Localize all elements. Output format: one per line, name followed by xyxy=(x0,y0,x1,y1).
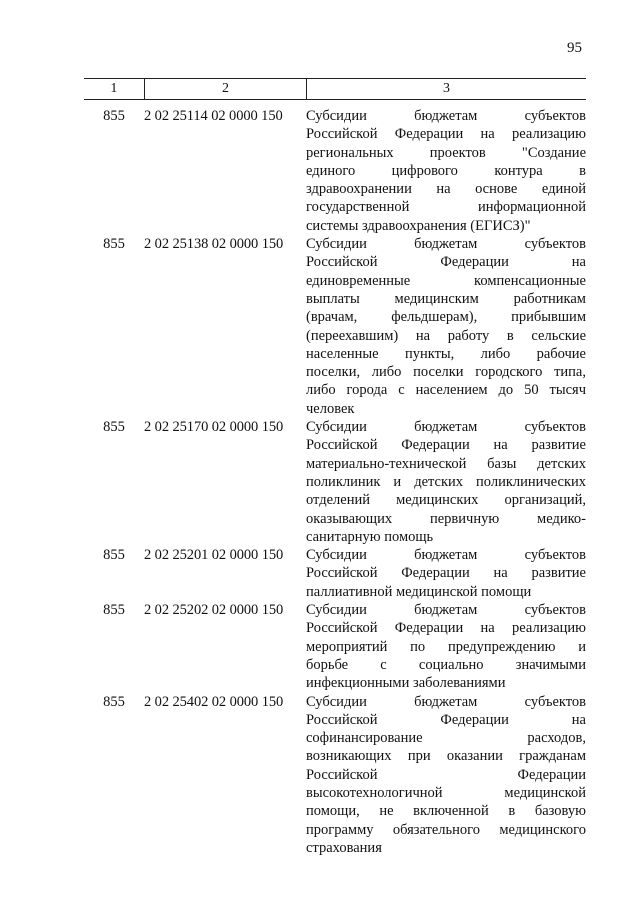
admin-code-cell: 855 xyxy=(103,602,125,619)
description-line: (врачам, фельдшерам), прибывшим xyxy=(306,309,586,326)
table-row xyxy=(84,107,586,235)
budget-code-cell: 2 02 25402 02 0000 150 xyxy=(144,693,284,710)
description-line: (переехавшим) на работу в сельские xyxy=(306,327,586,344)
table-row xyxy=(84,601,586,692)
description-line: системы здравоохранения (ЕГИСЗ)" xyxy=(306,217,531,234)
description-line: единого цифрового контура в xyxy=(306,162,586,179)
description-line: Российской Федерации на развитие xyxy=(306,565,586,582)
description-line: единовременные компенсационные xyxy=(306,272,586,289)
description-line: инфекционными заболеваниями xyxy=(306,675,506,692)
description-line: Субсидии бюджетам субъектов xyxy=(306,419,586,436)
description-line: Российской Федерации на реализацию xyxy=(306,126,586,143)
description-line: Российской Федерации на xyxy=(306,711,586,728)
description-line: борьбе с социально значимыми xyxy=(306,656,586,673)
description-line: выплаты медицинским работникам xyxy=(306,290,586,307)
description-line: региональных проектов "Создание xyxy=(306,144,586,161)
admin-code-cell: 855 xyxy=(103,547,125,564)
description-line: софинансирование расходов, xyxy=(306,730,586,747)
budget-code-cell: 2 02 25202 02 0000 150 xyxy=(144,602,284,619)
table-body xyxy=(84,107,586,857)
description-line: Российской Федерации на xyxy=(306,254,586,271)
description-line: возникающих при оказании гражданам xyxy=(306,748,586,765)
description-line: поселки, либо поселки городского типа, xyxy=(306,364,586,381)
table-row xyxy=(84,418,586,546)
description-line: высокотехнологичной медицинской xyxy=(306,784,586,801)
description-line: мероприятий по предупреждению и xyxy=(306,638,586,655)
description-line: Российской Федерации на реализацию xyxy=(306,620,586,637)
description-line: Субсидии бюджетам субъектов xyxy=(306,108,586,124)
description-cell xyxy=(306,601,586,692)
description-line: Субсидии бюджетам субъектов xyxy=(306,547,586,564)
description-line: человек xyxy=(306,400,355,417)
description-line: Российской Федерации на развитие xyxy=(306,437,586,454)
table-row xyxy=(84,693,586,858)
table-row xyxy=(84,235,586,418)
admin-code-cell: 855 xyxy=(103,693,125,710)
description-cell xyxy=(306,546,586,601)
budget-code-cell: 2 02 25201 02 0000 150 xyxy=(144,547,284,564)
description-line: программу обязательного медицинского xyxy=(306,821,586,838)
budget-code-cell: 2 02 25114 02 0000 150 xyxy=(144,108,283,124)
budget-code-cell: 2 02 25170 02 0000 150 xyxy=(144,419,284,436)
description-line: оказывающих первичную медико- xyxy=(306,510,586,527)
description-line: страхования xyxy=(306,839,382,856)
admin-code-cell: 855 xyxy=(103,108,125,124)
description-line: Субсидии бюджетам субъектов xyxy=(306,693,586,710)
admin-code-cell: 855 xyxy=(103,236,125,253)
budget-code-cell: 2 02 25138 02 0000 150 xyxy=(144,236,284,253)
description-line: паллиативной медицинской помощи xyxy=(306,583,532,600)
description-line: Субсидии бюджетам субъектов xyxy=(306,236,586,253)
description-line: помощи, не включенной в базовую xyxy=(306,803,586,820)
header-col-1: 1 xyxy=(84,79,144,100)
description-line: государственной информационной xyxy=(306,199,586,216)
description-cell xyxy=(306,107,586,235)
description-cell xyxy=(306,418,586,546)
description-line: отделений медицинских организаций, xyxy=(306,492,586,509)
description-line: поликлиник и детских поликлинических xyxy=(306,473,586,490)
admin-code-cell: 855 xyxy=(103,419,125,436)
description-line: населенные пункты, либо рабочие xyxy=(306,345,586,362)
table-header xyxy=(84,78,586,100)
description-line: Российской Федерации xyxy=(306,766,586,783)
header-col-2: 2 xyxy=(144,79,306,100)
table-row xyxy=(84,546,586,601)
description-line: либо города с населением до 50 тысяч xyxy=(306,382,586,399)
description-line: материально-технической базы детских xyxy=(306,455,586,472)
description-cell xyxy=(306,235,586,418)
description-line: санитарную помощь xyxy=(306,528,434,545)
page-number: 95 xyxy=(567,40,582,56)
description-line: здравоохранении на основе единой xyxy=(306,181,586,198)
header-col-3: 3 xyxy=(307,79,586,100)
description-line: Субсидии бюджетам субъектов xyxy=(306,602,586,619)
description-cell xyxy=(306,693,586,858)
